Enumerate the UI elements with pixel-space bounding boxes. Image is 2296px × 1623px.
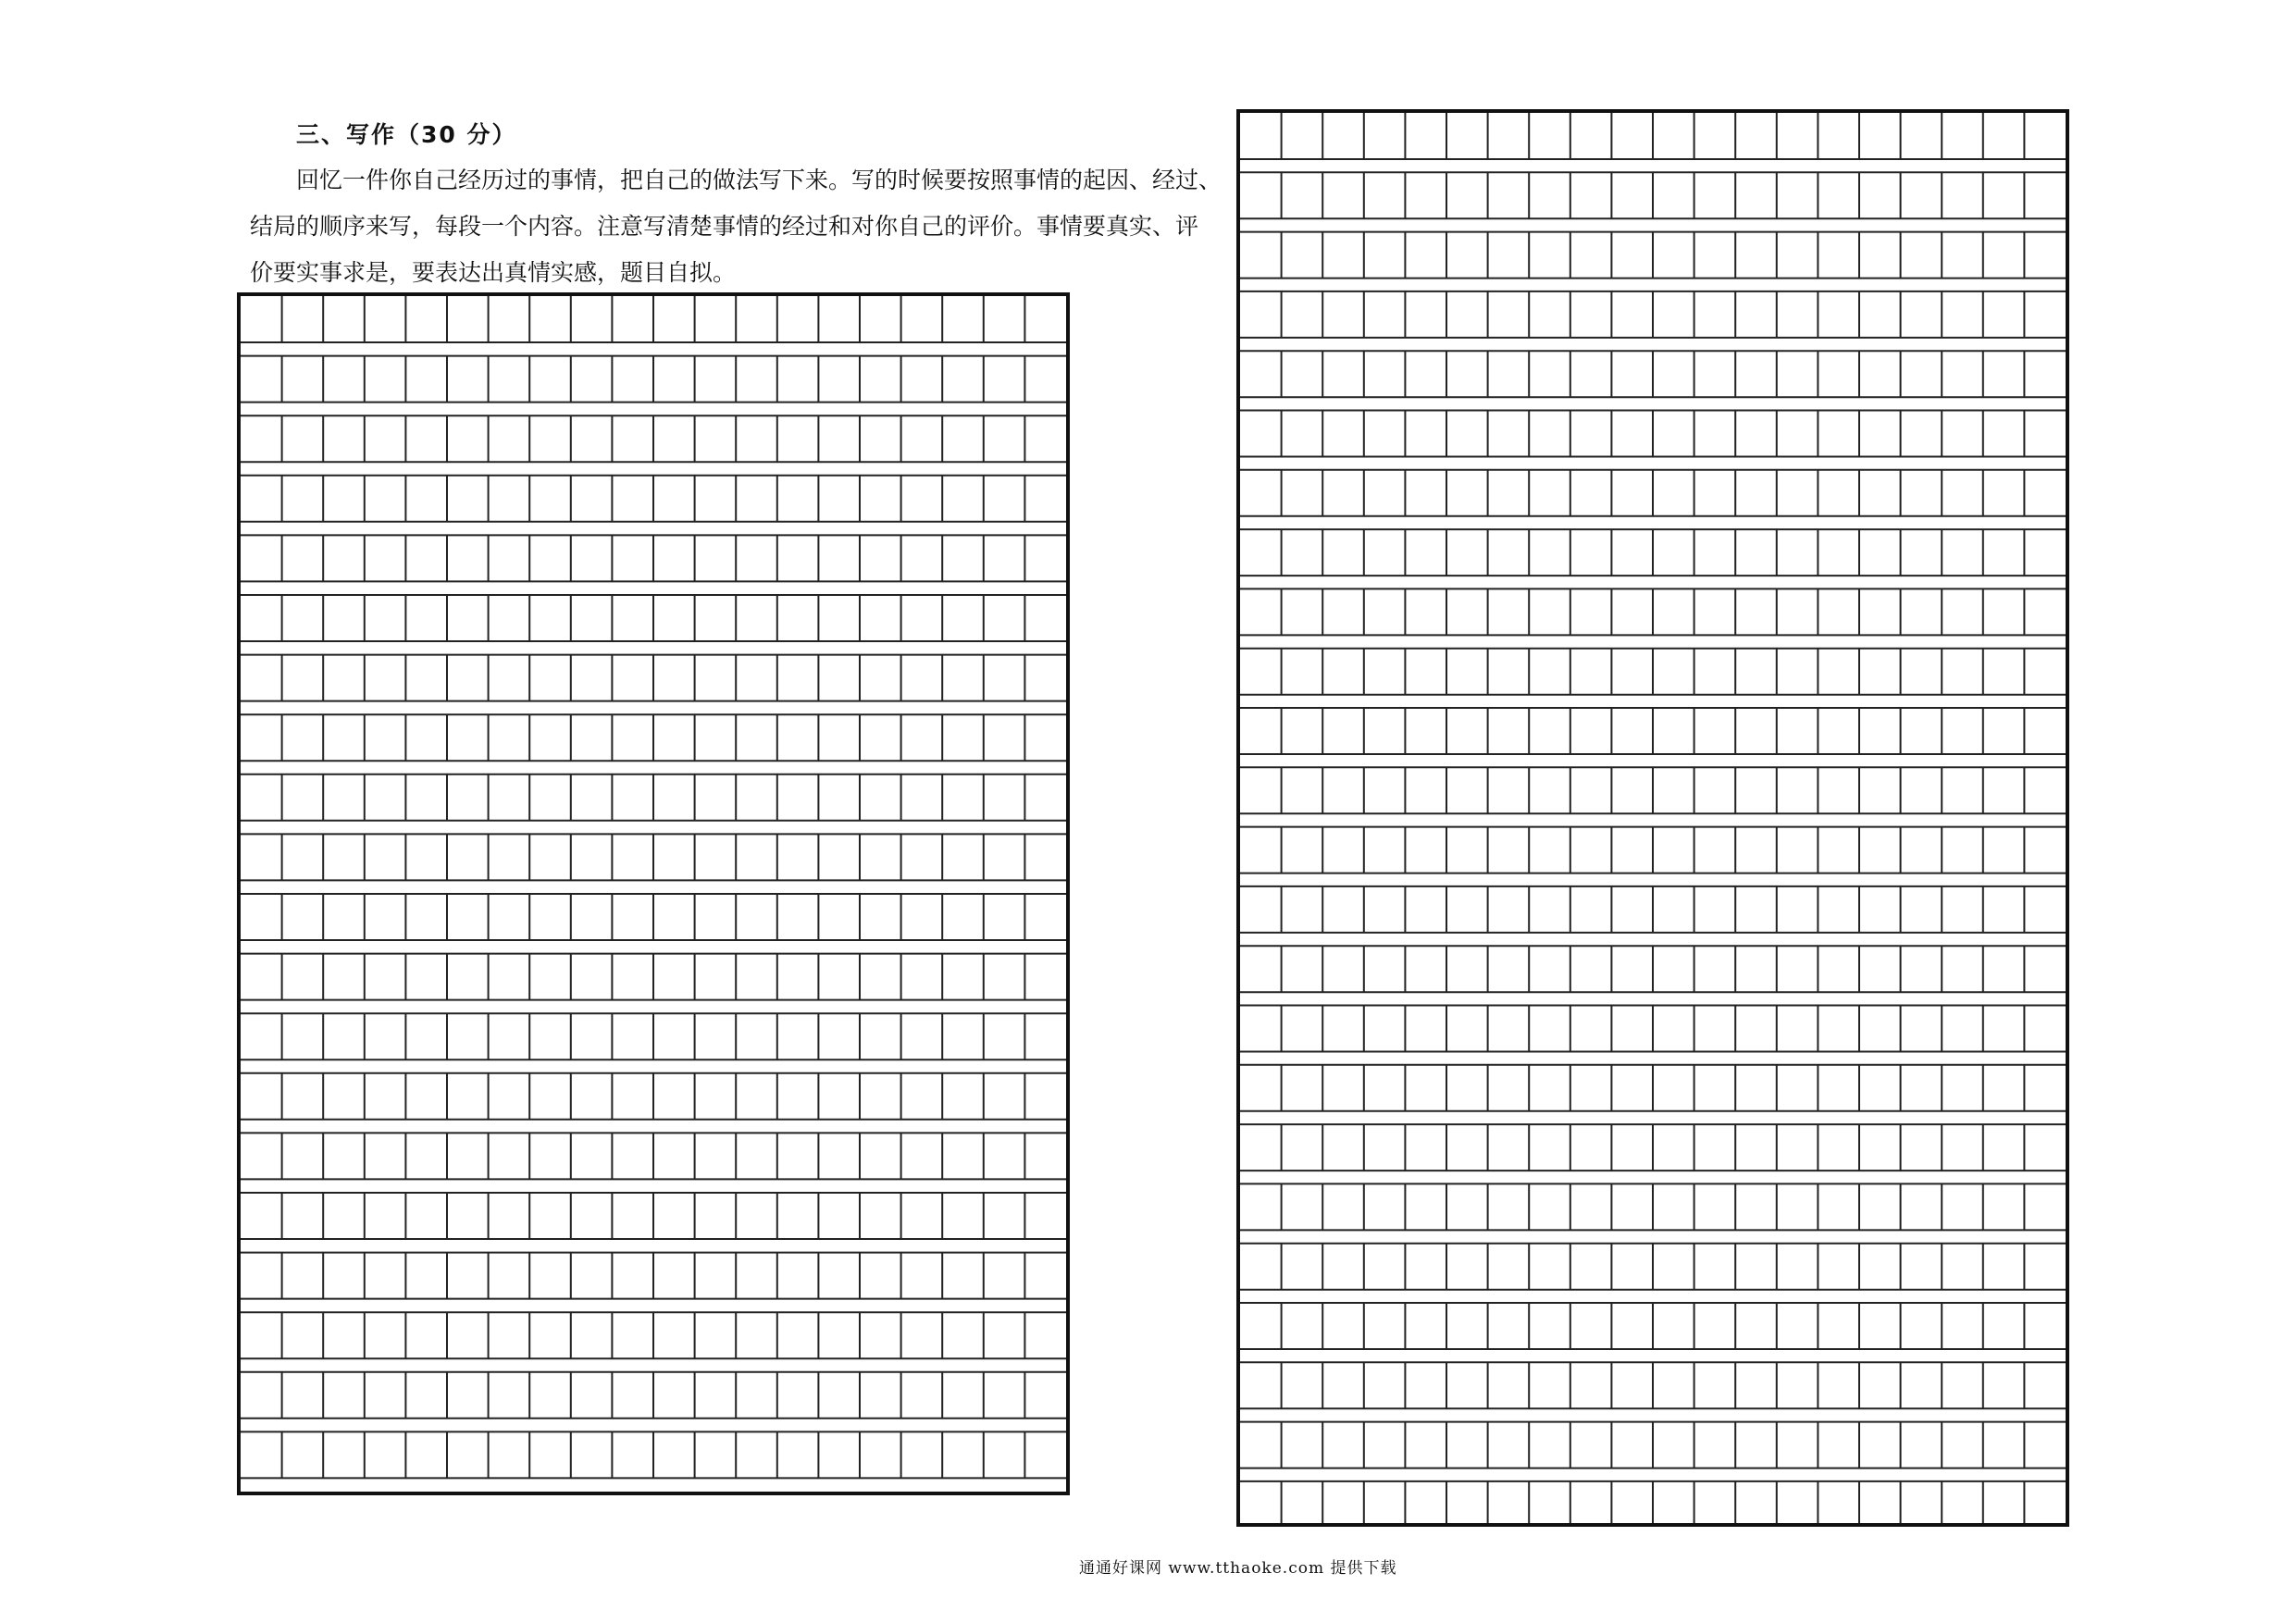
section-heading: 三、写作（30 分）	[296, 121, 517, 148]
writing-grid-left	[237, 292, 1070, 1495]
instruction-line-3: 价要实事求是，要表达出真情实感，题目自拟。	[250, 259, 737, 286]
writing-grid-right-lines	[1240, 113, 2066, 1523]
instruction-line-1: 回忆一件你自己经历过的事情，把自己的做法写下来。写的时候要按照事情的起因、经过、	[296, 167, 1222, 193]
instruction-line-2: 结局的顺序来写，每段一个内容。注意写清楚事情的经过和对你自己的评价。事情要真实、评	[250, 213, 1199, 240]
writing-grid-right	[1236, 109, 2069, 1527]
writing-grid-left-lines	[241, 296, 1066, 1492]
footer-credit: 通通好课网 www.tthaoke.com 提供下载	[1079, 1559, 1397, 1578]
